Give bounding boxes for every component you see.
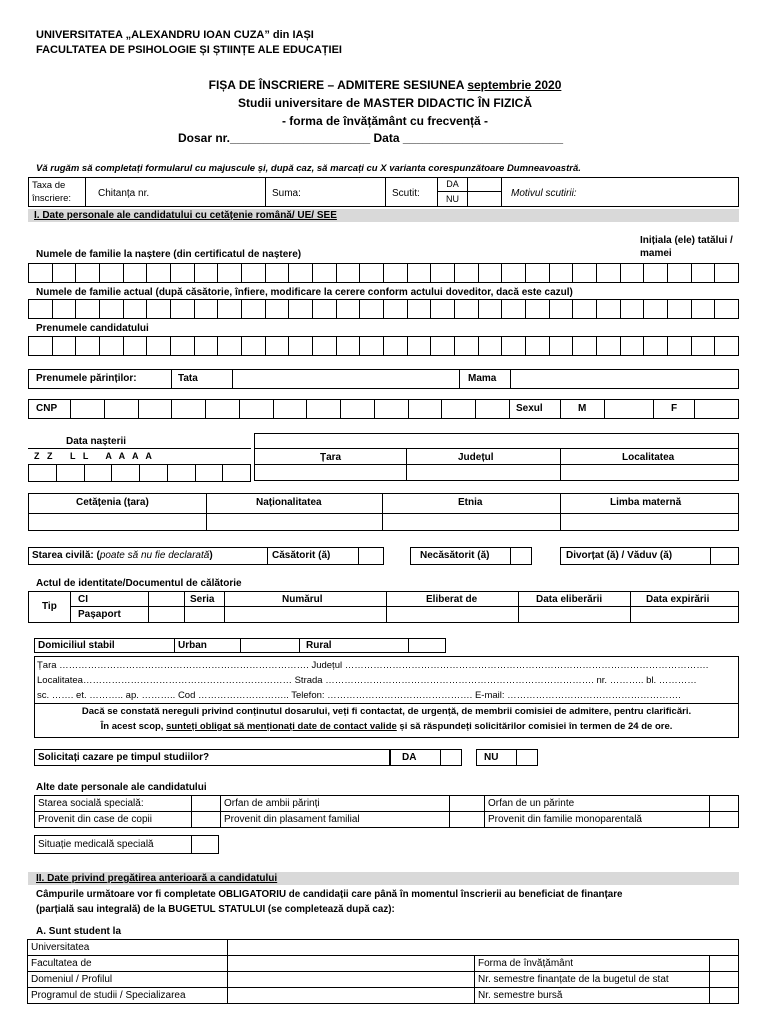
faculty-name: FACULTATEA DE PSIHOLOGIE ȘI ȘTIINȚE ALE EDUCAȚIEI (36, 44, 342, 56)
program-title: Studii universitare de MASTER DIDACTIC ÎN FIZICĂ (237, 96, 533, 110)
localitate-nastere-label: Localitatea (622, 452, 675, 463)
rural-checkbox[interactable] (408, 638, 446, 653)
char-cell[interactable] (359, 299, 383, 319)
char-cell[interactable] (691, 299, 715, 319)
judet-nastere-input[interactable] (407, 465, 559, 481)
table-row (28, 972, 739, 988)
data-expirarii-input[interactable] (631, 607, 738, 622)
prenume-label: Prenumele candidatului (36, 323, 149, 334)
section1-title: I. Date personale ale candidatului cu cetățenie română/ UE/ SEE (34, 210, 337, 221)
char-cell[interactable] (667, 263, 691, 283)
divider (34, 703, 739, 704)
char-cell[interactable] (288, 336, 312, 356)
char-cell[interactable] (478, 336, 502, 356)
char-cell[interactable] (478, 299, 502, 319)
table-cell: Universitatea (28, 940, 228, 956)
char-cell[interactable] (170, 299, 194, 319)
char-cell[interactable] (312, 263, 336, 283)
divortat-checkbox[interactable] (710, 547, 739, 565)
char-cell[interactable] (170, 263, 194, 283)
etnia-label: Etnia (458, 497, 483, 508)
limba-materna-input[interactable] (561, 514, 738, 530)
data-nasterii-input[interactable] (28, 464, 251, 482)
table-cell: Provenit din plasament familial (221, 812, 450, 828)
seria-input[interactable] (185, 607, 223, 622)
eliberat-label: Eliberat de (426, 594, 478, 605)
numarul-input[interactable] (225, 607, 385, 622)
data-nasterii-label: Data nașterii (66, 436, 127, 447)
mama-input[interactable] (510, 369, 739, 389)
nationalitate-label: Naționalitatea (256, 497, 322, 508)
char-cell[interactable] (620, 336, 644, 356)
tip-label: Tip (42, 601, 57, 612)
char-cell[interactable] (288, 263, 312, 283)
char-cell[interactable] (171, 399, 205, 419)
char-cell[interactable] (336, 263, 360, 283)
scutit-nu-checkbox[interactable] (468, 192, 502, 207)
table-cell: Situație medicală specială (35, 836, 192, 854)
char-cell[interactable] (430, 299, 454, 319)
urban-label: Urban (178, 640, 207, 651)
scutit-label: Scutit: (392, 188, 420, 199)
char-cell[interactable] (501, 263, 525, 283)
divider (267, 547, 268, 565)
checkbox[interactable] (450, 796, 485, 812)
notice-line1: Dacă se constată nereguli privind conținutul dosarului, veți fi contactat, de urgență, de membrii comisiei de admitere, pentru clarificări. (81, 706, 692, 717)
char-cell[interactable] (205, 399, 239, 419)
fee-label: Taxa de înscriere: (28, 177, 86, 207)
student-la-title: A. Sunt student la (36, 926, 121, 937)
cazare-da-label: DA (402, 752, 417, 763)
char-cell[interactable] (56, 464, 84, 482)
char-cell[interactable] (170, 336, 194, 356)
divider (694, 399, 695, 419)
checkbox[interactable] (710, 812, 739, 828)
section2-note1: Câmpurile următoare vor fi completate OBLIGATORIU de candidații care până în momentul înscrierii au beneficiat de finanțare (36, 889, 623, 900)
cazare-da-checkbox[interactable] (440, 749, 462, 766)
suma-label: Suma: (272, 188, 301, 199)
checkbox[interactable] (710, 796, 739, 812)
adresa-localitate-strada[interactable]: Localitatea………………………………………………………… Strada …………………………………………………………………………. nr. ……….. bl. ………… (37, 675, 697, 686)
table-row (28, 940, 739, 956)
char-cell[interactable] (643, 263, 667, 283)
char-cell[interactable] (336, 299, 360, 319)
char-cell[interactable] (123, 299, 147, 319)
data-eliberarii-input[interactable] (519, 607, 629, 622)
tara-nastere-input[interactable] (255, 465, 405, 481)
char-cell[interactable] (572, 336, 596, 356)
char-cell[interactable] (620, 263, 644, 283)
table-cell: Domeniul / Profilul (28, 972, 228, 988)
checkbox[interactable] (192, 812, 221, 828)
char-cell[interactable] (99, 336, 123, 356)
char-cell[interactable] (194, 336, 218, 356)
char-cell[interactable] (104, 399, 138, 419)
char-cell[interactable] (52, 299, 76, 319)
char-cell[interactable] (99, 299, 123, 319)
nume-actual-input[interactable] (28, 299, 739, 319)
char-cell[interactable] (374, 399, 408, 419)
char-cell[interactable] (75, 336, 99, 356)
rural-label: Rural (306, 640, 332, 651)
necasatorit-checkbox[interactable] (510, 547, 532, 565)
char-cell[interactable] (52, 263, 76, 283)
char-cell[interactable] (501, 336, 525, 356)
divortat-label: Divorțat (ă) / Văduv (ă) (566, 550, 673, 561)
char-cell[interactable] (70, 399, 104, 419)
char-cell[interactable] (241, 263, 265, 283)
char-cell[interactable] (217, 299, 241, 319)
char-cell[interactable] (478, 263, 502, 283)
char-cell[interactable] (596, 299, 620, 319)
char-cell[interactable] (146, 263, 170, 283)
char-cell[interactable] (239, 399, 273, 419)
data-eliberarii-label: Data eliberării (536, 594, 603, 605)
char-cell[interactable] (383, 299, 407, 319)
char-cell[interactable] (139, 464, 167, 482)
medical-table (34, 835, 219, 854)
char-cell[interactable] (691, 336, 715, 356)
tata-input[interactable] (232, 369, 460, 389)
char-cell[interactable] (430, 263, 454, 283)
char-cell[interactable] (312, 336, 336, 356)
char-cell[interactable] (572, 299, 596, 319)
char-cell[interactable] (217, 263, 241, 283)
ci-checkbox[interactable] (149, 592, 184, 606)
table-cell: Provenit din familie monoparentală (485, 812, 710, 828)
sex-m-label: M (578, 403, 587, 414)
adresa-contact[interactable]: sc. ……. et. ……….. ap. ……….. Cod ……………………….. Telefon: ………………………………………. E-mail: ………………………………………………. (37, 690, 681, 701)
char-cell[interactable] (691, 263, 715, 283)
cazare-nu-label: NU (484, 752, 499, 763)
scutit-nu-label: NU (438, 192, 468, 207)
char-cell[interactable] (667, 299, 691, 319)
section2-note2: (parțială sau integrală) de la BUGETUL STATULUI (se completează după caz): (36, 904, 395, 915)
char-cell[interactable] (454, 263, 478, 283)
chitanta-label: Chitanța nr. (98, 188, 150, 199)
char-cell[interactable] (549, 263, 573, 283)
tara-nastere-label: Țara (320, 452, 342, 463)
universitatea-input[interactable] (228, 940, 739, 956)
table-cell: Starea socială specială: (35, 796, 192, 812)
char-cell[interactable] (430, 336, 454, 356)
scutit-da-checkbox[interactable] (468, 177, 502, 192)
divider (171, 369, 172, 389)
char-cell[interactable] (359, 336, 383, 356)
char-cell[interactable] (596, 263, 620, 283)
char-cell[interactable] (138, 399, 172, 419)
char-cell[interactable] (549, 299, 573, 319)
char-cell[interactable] (217, 336, 241, 356)
table-cell: Facultatea de (28, 956, 228, 972)
char-cell[interactable] (643, 299, 667, 319)
char-cell[interactable] (408, 399, 442, 419)
nume-nastere-input[interactable] (28, 263, 739, 283)
judet-nastere-label: Județul (458, 452, 494, 463)
parinti-label: Prenumele părinților: (36, 373, 137, 384)
char-cell[interactable] (194, 263, 218, 283)
data-format-label: Z Z L L A A A A (34, 451, 152, 461)
char-cell[interactable] (265, 299, 289, 319)
char-cell[interactable] (146, 336, 170, 356)
char-cell[interactable] (407, 336, 431, 356)
university-name: UNIVERSITATEA „ALEXANDRU IOAN CUZA” din IAȘI (36, 29, 314, 41)
char-cell[interactable] (596, 336, 620, 356)
etnia-input[interactable] (383, 514, 559, 530)
facultatea-input[interactable] (228, 956, 475, 972)
student-table (27, 939, 739, 1004)
table-cell: Programul de studii / Specializarea (28, 988, 228, 1004)
table-row (28, 988, 739, 1004)
checkbox[interactable] (192, 836, 219, 854)
numarul-label: Numărul (282, 594, 323, 605)
char-cell[interactable] (454, 299, 478, 319)
char-cell[interactable] (28, 464, 56, 482)
char-cell[interactable] (441, 399, 475, 419)
char-cell[interactable] (273, 399, 307, 419)
section2-title: II. Date privind pregătirea anterioară a candidatului (36, 873, 278, 884)
localitate-nastere-input[interactable] (561, 465, 738, 481)
table-cell: Nr. semestre finanțate de la bugetul de stat (475, 972, 710, 988)
stare-civila-label: Starea civilă: (poate să nu fie declarată) (32, 550, 213, 561)
table-cell: Nr. semestre bursă (475, 988, 710, 1004)
char-cell[interactable] (222, 464, 251, 482)
char-cell[interactable] (407, 263, 431, 283)
notice-line2: În acest scop, sunteți obligat să menționați date de contact valide și să răspundeți solicitărilor comisiei în termen de 24 de ore. (100, 721, 673, 732)
study-form: - forma de învățământ cu frecvență - (281, 114, 489, 128)
divider (560, 399, 561, 419)
table-row (35, 836, 219, 854)
adresa-tara-judet[interactable]: Țara ……………………………………………………………………. Județul ……………………………………………………………………………………………………. (37, 660, 709, 671)
alte-date-title: Alte date personale ale candidatului (36, 782, 207, 793)
semestre-bursa-input[interactable] (710, 988, 739, 1004)
semestre-finantate-input[interactable] (710, 972, 739, 988)
char-cell[interactable] (340, 399, 374, 419)
prenume-input[interactable] (28, 336, 739, 356)
alte-date-table (34, 795, 739, 828)
char-cell[interactable] (52, 336, 76, 356)
char-cell[interactable] (714, 263, 739, 283)
char-cell[interactable] (241, 336, 265, 356)
char-cell[interactable] (667, 336, 691, 356)
nationalitate-input[interactable] (207, 514, 381, 530)
char-cell[interactable] (194, 299, 218, 319)
char-cell[interactable] (28, 336, 52, 356)
char-cell[interactable] (123, 336, 147, 356)
char-cell[interactable] (549, 336, 573, 356)
dosar-line[interactable]: Dosar nr._____________________ Data ________________________ (178, 131, 564, 145)
table-cell: Provenit din case de copii (35, 812, 192, 828)
sex-label: Sexul (516, 403, 543, 414)
table-cell: Orfan de un părinte (485, 796, 710, 812)
casatorit-checkbox[interactable] (358, 547, 384, 565)
table-row (35, 796, 739, 812)
char-cell[interactable] (525, 263, 549, 283)
char-cell[interactable] (167, 464, 195, 482)
urban-checkbox[interactable] (240, 638, 300, 653)
char-cell[interactable] (312, 299, 336, 319)
domeniul-input[interactable] (228, 972, 475, 988)
table-cell: Orfan de ambii părinți (221, 796, 450, 812)
char-cell[interactable] (454, 336, 478, 356)
instruction: Vă rugăm să completați formularul cu majuscule și, după caz, să marcați cu X varianta corespunzătoare Dumneavoastră. (36, 163, 581, 174)
domiciliu-label: Domiciliul stabil (38, 640, 115, 651)
char-cell[interactable] (383, 336, 407, 356)
char-cell[interactable] (241, 299, 265, 319)
char-cell[interactable] (123, 263, 147, 283)
data-expirarii-label: Data expirării (646, 594, 710, 605)
divider (28, 448, 251, 449)
programul-input[interactable] (228, 988, 475, 1004)
limba-materna-label: Limba maternă (610, 497, 682, 508)
char-cell[interactable] (288, 299, 312, 319)
cazare-nu-checkbox[interactable] (516, 749, 538, 766)
cnp-label: CNP (36, 403, 58, 414)
cnp-input[interactable] (70, 399, 510, 419)
char-cell[interactable] (620, 299, 644, 319)
char-cell[interactable] (75, 263, 99, 283)
char-cell[interactable] (572, 263, 596, 283)
checkbox[interactable] (450, 812, 485, 828)
scutit-da-label: DA (438, 177, 468, 192)
sex-m-checkbox[interactable] (604, 399, 654, 419)
char-cell[interactable] (195, 464, 223, 482)
char-cell[interactable] (407, 299, 431, 319)
char-cell[interactable] (475, 399, 510, 419)
initiala-label: Inițiala (ele) tatălui / mamei (640, 235, 733, 259)
necasatorit-label: Necăsătorit (ă) (420, 550, 490, 561)
nume-nastere-label: Numele de familie la naștere (din certificatul de naștere) (36, 249, 302, 260)
pasaport-checkbox[interactable] (149, 607, 184, 622)
char-cell[interactable] (714, 299, 739, 319)
cetatenia-label: Cetățenia (țara) (76, 497, 149, 508)
mama-label: Mama (468, 373, 497, 384)
char-cell[interactable] (336, 336, 360, 356)
ci-label: CI (78, 594, 88, 605)
char-cell[interactable] (525, 299, 549, 319)
char-cell[interactable] (265, 263, 289, 283)
char-cell[interactable] (501, 299, 525, 319)
forma-input[interactable] (710, 956, 739, 972)
char-cell[interactable] (28, 299, 52, 319)
char-cell[interactable] (525, 336, 549, 356)
sex-f-label: F (671, 403, 678, 414)
char-cell[interactable] (146, 299, 170, 319)
char-cell[interactable] (84, 464, 112, 482)
cetatenia-input[interactable] (29, 514, 205, 530)
char-cell[interactable] (28, 263, 52, 283)
table-row (28, 956, 739, 972)
nume-actual-label: Numele de familie actual (după căsătorie, înfiere, modificare la cerere conform actului doveditor, dacă este cazul) (36, 287, 573, 298)
table-cell: Forma de învățământ (475, 956, 710, 972)
char-cell[interactable] (383, 263, 407, 283)
motiv-scutire-label: Motivul scutirii: (511, 188, 577, 199)
char-cell[interactable] (99, 263, 123, 283)
char-cell[interactable] (359, 263, 383, 283)
divider (254, 448, 739, 449)
char-cell[interactable] (111, 464, 139, 482)
char-cell[interactable] (714, 336, 739, 356)
table-row (35, 812, 739, 828)
casatorit-label: Căsătorit (ă) (272, 550, 331, 561)
form-title: FIȘA DE ÎNSCRIERE – ADMITERE SESIUNEA septembrie 2020 (208, 78, 562, 92)
char-cell[interactable] (643, 336, 667, 356)
act-identitate-title: Actul de identitate/Documentul de călătorie (36, 578, 242, 589)
char-cell[interactable] (265, 336, 289, 356)
cazare-label: Solicitați cazare pe timpul studiilor? (38, 752, 210, 763)
divider (174, 638, 175, 653)
checkbox[interactable] (192, 796, 221, 812)
pasaport-label: Pașaport (78, 609, 121, 620)
char-cell[interactable] (306, 399, 340, 419)
divider (70, 591, 71, 623)
tata-label: Tata (178, 373, 198, 384)
eliberat-input[interactable] (387, 607, 517, 622)
seria-label: Seria (190, 594, 215, 605)
char-cell[interactable] (75, 299, 99, 319)
